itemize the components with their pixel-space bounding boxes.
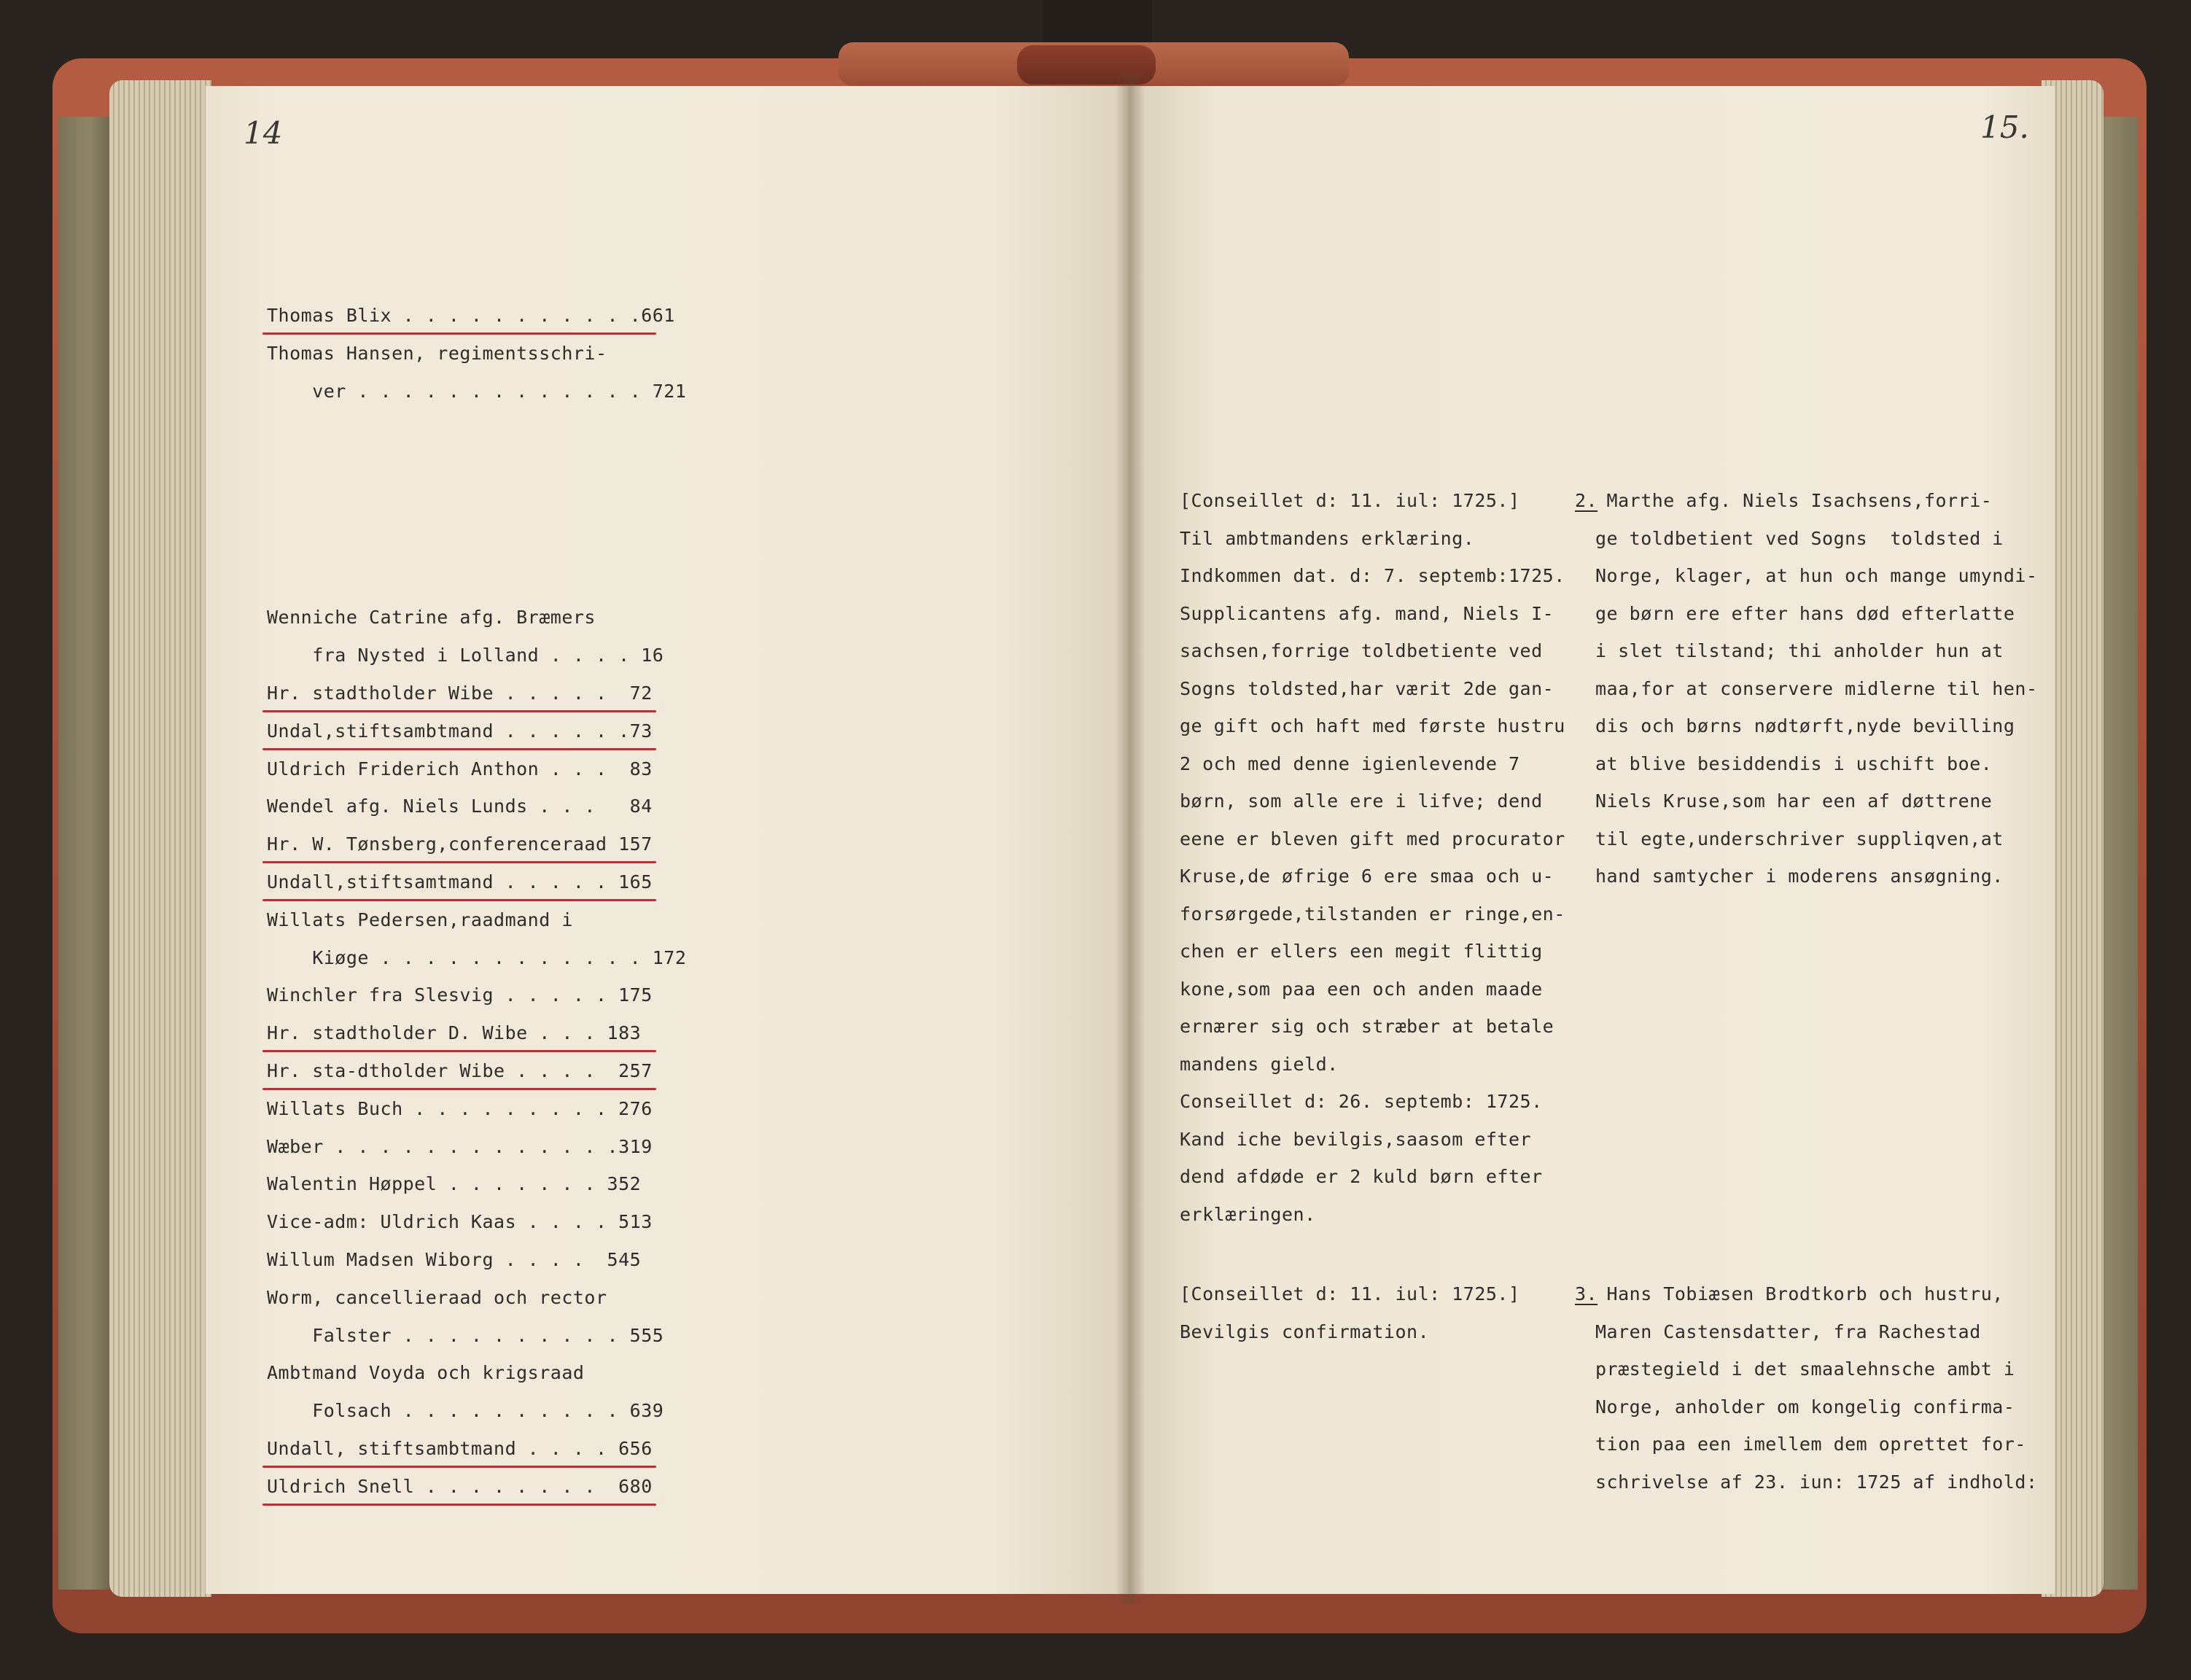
margin-line: børn, som alle ere i lifve; dend — [1180, 790, 1543, 812]
index-entry: Undall, stiftsambtmand . . . . 656 — [267, 1438, 653, 1459]
index-entry: Worm, cancellieraad och rector — [267, 1286, 607, 1308]
index-entry: Willum Madsen Wiborg . . . . 545 — [267, 1249, 642, 1270]
margin-line: chen er ellers een megit flittig — [1180, 941, 1543, 962]
margin-line: erklæringen. — [1180, 1203, 1316, 1225]
text-line: hand samtycher i moderens ansøgning. — [1595, 866, 2004, 887]
text-line: Hans Tobiæsen Brodtkorb och hustru, — [1595, 1283, 2004, 1304]
index-entry: Uldrich Snell . . . . . . . . 680 — [267, 1475, 653, 1497]
index-entry: Winchler fra Slesvig . . . . . 175 — [267, 984, 653, 1006]
index-entry: Hr. stadtholder D. Wibe . . . 183 — [267, 1022, 642, 1044]
page-edges-left — [109, 80, 211, 1597]
case-3-number: 3. — [1575, 1283, 1598, 1304]
index-entry: ver . . . . . . . . . . . . . 721 — [267, 380, 687, 402]
index-entry: Folsach . . . . . . . . . . 639 — [267, 1400, 664, 1422]
case-2-number: 2. — [1575, 490, 1598, 511]
index-entry: Hr. stadtholder Wibe . . . . . 72 — [267, 682, 653, 704]
text-line: præstegield i det smaalehnsche ambt i — [1595, 1358, 2015, 1380]
gutter-shadow — [1116, 73, 1145, 1604]
margin-line: eene er bleven gift med procurator — [1180, 828, 1565, 849]
text-line: dis och børns nødtørft,nyde bevilling — [1595, 715, 2015, 736]
index-entry: Falster . . . . . . . . . . 555 — [267, 1324, 664, 1346]
index-entry: Willats Pedersen,raadmand i — [267, 909, 573, 930]
index-entry: Vice-adm: Uldrich Kaas . . . . 513 — [267, 1211, 653, 1233]
red-underline — [262, 1466, 656, 1468]
text-line: Norge, klager, at hun och mange umyndi- — [1595, 565, 2038, 586]
index-entry: Hr. sta-dtholder Wibe . . . . 257 — [267, 1060, 653, 1081]
margin-line: [Conseillet d: 11. iul: 1725.] — [1180, 1283, 1520, 1304]
index-entry: Ambtmand Voyda och krigsraad — [267, 1362, 585, 1384]
index-entry: fra Nysted i Lolland . . . . 16 — [267, 645, 664, 666]
text-line: tion paa een imellem dem oprettet for- — [1595, 1434, 2026, 1455]
margin-line: ernærer sig och stræber at betale — [1180, 1016, 1554, 1037]
margin-line: Indkommen dat. d: 7. septemb:1725. — [1180, 565, 1565, 586]
text-line: i slet tilstand; thi anholder hun at — [1595, 640, 2004, 661]
index-entry: Thomas Hansen, regimentsschri- — [267, 342, 607, 364]
text-line: ge toldbetient ved Sogns toldsted i — [1595, 527, 2004, 549]
cloth-corner-left — [58, 117, 109, 1590]
text-line: Niels Kruse,som har een af døttrene — [1595, 790, 1993, 812]
margin-line: dend afdøde er 2 kuld børn efter — [1180, 1166, 1543, 1187]
right-page — [1129, 86, 2055, 1594]
margin-line: Conseillet d: 26. septemb: 1725. — [1180, 1091, 1543, 1112]
index-entry: Undall,stiftsamtmand . . . . . 165 — [267, 871, 653, 892]
margin-line: kone,som paa een och anden maade — [1180, 978, 1543, 1000]
index-entry: Uldrich Friderich Anthon . . . 83 — [267, 758, 653, 779]
red-underline — [262, 1050, 656, 1052]
margin-line: 2 och med denne igienlevende 7 — [1180, 752, 1520, 774]
red-underline — [262, 332, 656, 335]
index-entry: Wendel afg. Niels Lunds . . . 84 — [267, 796, 653, 817]
text-line: schrivelse af 23. iun: 1725 af indhold: — [1595, 1471, 2038, 1493]
margin-line: forsørgede,tilstanden er ringe,en- — [1180, 903, 1565, 925]
margin-line: sachsen,forrige toldbetiente ved — [1180, 640, 1543, 661]
index-entry: Wæber . . . . . . . . . . . . .319 — [267, 1135, 653, 1157]
red-underline — [262, 710, 656, 712]
left-page-number: 14 — [244, 115, 283, 151]
red-underline — [262, 861, 656, 863]
index-entry: Walentin Høppel . . . . . . . 352 — [267, 1173, 642, 1195]
index-entry: Willats Buch . . . . . . . . . 276 — [267, 1097, 653, 1119]
margin-line: ge gift och haft med første hustru — [1180, 715, 1565, 736]
margin-line: Sogns toldsted,har værit 2de gan- — [1180, 677, 1554, 699]
index-entry: Thomas Blix . . . . . . . . . . .661 — [267, 305, 675, 326]
left-page — [206, 86, 1132, 1594]
index-entry: Undal,stiftsambtmand . . . . . .73 — [267, 720, 653, 742]
margin-line: Bevilgis confirmation. — [1180, 1321, 1430, 1342]
text-line: maa,for at conservere midlerne til hen- — [1595, 677, 2038, 699]
index-entry: Wenniche Catrine afg. Bræmers — [267, 607, 596, 629]
red-underline — [262, 1088, 656, 1090]
red-underline — [262, 899, 656, 901]
text-line: ge børn ere efter hans død efterlatte — [1595, 602, 2015, 624]
margin-line: [Conseillet d: 11. iul: 1725.] — [1180, 490, 1520, 511]
text-line: Norge, anholder om kongelig confirma- — [1595, 1396, 2015, 1418]
text-line: Marthe afg. Niels Isachsens,forri- — [1595, 490, 1993, 511]
index-entry: Hr. W. Tønsberg,conferenceraad 157 — [267, 833, 653, 855]
right-page-number: 15. — [1980, 109, 2029, 145]
red-underline — [262, 748, 656, 750]
margin-line: Til ambtmandens erklæring. — [1180, 527, 1475, 549]
margin-line: Kand iche bevilgis,saasom efter — [1180, 1128, 1532, 1150]
margin-line: Kruse,de øfrige 6 ere smaa och u- — [1180, 866, 1554, 887]
text-line: Maren Castensdatter, fra Rachestad — [1595, 1321, 1981, 1342]
margin-line: mandens gield. — [1180, 1053, 1339, 1075]
index-entry: Kiøge . . . . . . . . . . . . 172 — [267, 946, 687, 968]
red-underline — [262, 1504, 656, 1506]
text-line: at blive besiddendis i uschift boe. — [1595, 752, 1993, 774]
margin-line: Supplicantens afg. mand, Niels I- — [1180, 602, 1554, 624]
text-line: til egte,underschriver suppliqven,at — [1595, 828, 2004, 849]
